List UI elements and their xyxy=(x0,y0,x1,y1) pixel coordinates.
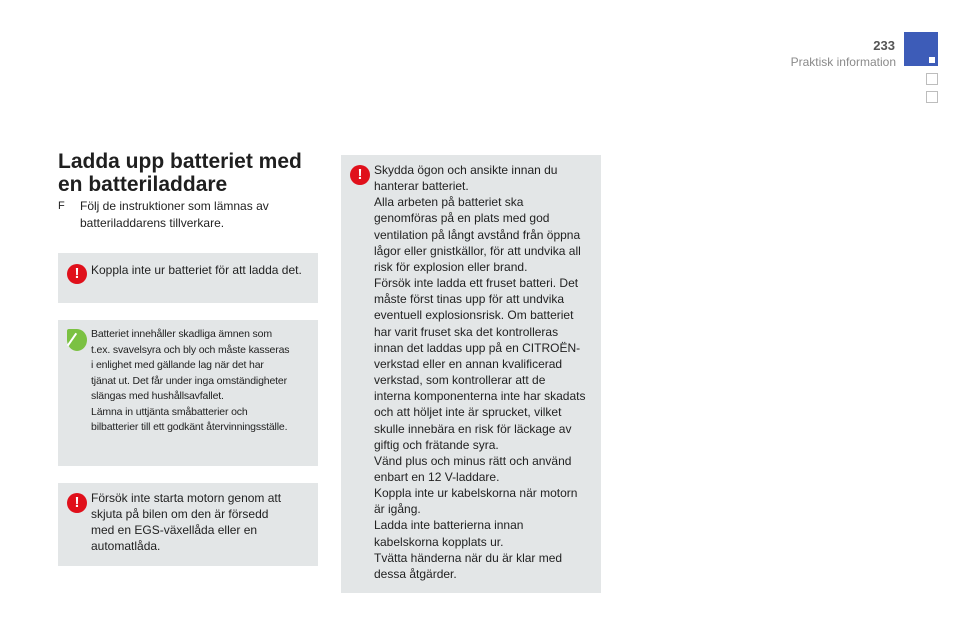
warning-text: Koppla inte ur batteriet för att ladda det. xyxy=(91,263,302,277)
text-line: verkstad, som kontrollerar att de xyxy=(374,373,546,388)
warning-icon: ! xyxy=(67,264,87,284)
text-line: bilbatterier till ett godkänt återvinningsställe. xyxy=(91,421,288,433)
text-line: giftig och frätande syra. xyxy=(374,437,499,452)
page-title: Ladda upp batteriet med en batteriladdare xyxy=(58,150,302,196)
text-line: interna komponenterna inte har skadats xyxy=(374,389,586,404)
warning-box-safety xyxy=(341,155,601,593)
instruction-item xyxy=(58,198,318,232)
warning-icon: ! xyxy=(67,493,87,513)
text-line: hanterar batteriet. xyxy=(374,179,469,194)
text-line: Koppla inte ur kabelskorna när motorn xyxy=(374,486,578,501)
warning-text xyxy=(91,490,313,554)
text-line: kabelskorna kopplats ur. xyxy=(374,534,504,549)
text-line: dessa åtgärder. xyxy=(374,566,457,581)
text-line: skjuta på bilen om den är försedd xyxy=(91,507,269,521)
text-line: ventilation på långt avstånd från öppna xyxy=(374,227,581,242)
chapter-tab-marker xyxy=(929,57,935,63)
text-line: i enlighet med gällande lag när det har xyxy=(91,359,264,371)
text-line: slängas med hushållsavfallet. xyxy=(91,390,224,402)
text-line: genomföras på en plats med god xyxy=(374,211,550,226)
text-line: Alla arbeten på batteriet ska xyxy=(374,195,524,210)
environment-text xyxy=(91,327,316,436)
chapter-tab-empty[interactable] xyxy=(926,73,938,85)
text-line: Försök inte starta motorn genom att xyxy=(91,491,282,505)
text-line: automatlåda. xyxy=(91,539,161,553)
text-line: Lämna in uttjänta småbatterier och xyxy=(91,405,248,418)
text-line: har varit fruset ska det kontrolleras xyxy=(374,324,559,339)
warning-box-disconnect xyxy=(58,253,318,303)
text-line: Försök inte ladda ett fruset batteri. Det xyxy=(374,276,579,291)
text-line: måste först tinas upp för att undvika xyxy=(374,292,565,307)
text-line: t.ex. svavelsyra och bly och måste kasseras xyxy=(91,343,290,356)
text-line: är igång. xyxy=(374,502,421,517)
text-line: skulle innebära en risk för läckage av xyxy=(374,421,572,436)
environment-leaf-icon xyxy=(67,329,87,351)
environment-box xyxy=(58,320,318,466)
text-line: Vänd plus och minus rätt och använd xyxy=(374,453,572,468)
text-line: verkstad eller en annan kvalificerad xyxy=(374,356,563,371)
text-line: Tvätta händerna när du är klar med xyxy=(374,550,563,565)
instruction-text: Följ de instruktioner som lämnas av batteriladdarens tillverkare. xyxy=(80,199,269,230)
text-line: tjänat ut. Det får under inga omständigheter xyxy=(91,374,287,387)
warning-icon: ! xyxy=(350,165,370,185)
warning-box-start xyxy=(58,483,318,566)
text-line: Batteriet innehåller skadliga ämnen som xyxy=(91,328,272,340)
text-line: och att höljet inte är sprucket, vilket xyxy=(374,405,562,420)
text-line: Ladda inte batterierna innan xyxy=(374,518,524,533)
text-line: eventuell explosionsrisk. Om batteriet xyxy=(374,308,574,323)
text-line: med en EGS-växellåda eller en xyxy=(91,523,258,537)
checkbox-bullet-icon: F xyxy=(58,200,65,212)
text-line: innan det laddas upp på en CITROËN- xyxy=(374,340,581,355)
text-line: risk för explosion eller brand. xyxy=(374,259,528,274)
warning-text xyxy=(374,162,599,582)
text-line: lågor eller gnistkällor, för att undvika all xyxy=(374,243,581,258)
text-line: enbart en 12 V-laddare. xyxy=(374,469,500,484)
chapter-tab-empty[interactable] xyxy=(926,91,938,103)
chapter-tab[interactable] xyxy=(904,32,938,66)
text-line: Skydda ögon och ansikte innan du xyxy=(374,163,558,177)
section-title: Praktisk information xyxy=(790,55,896,69)
page-number: 233 xyxy=(873,38,895,53)
